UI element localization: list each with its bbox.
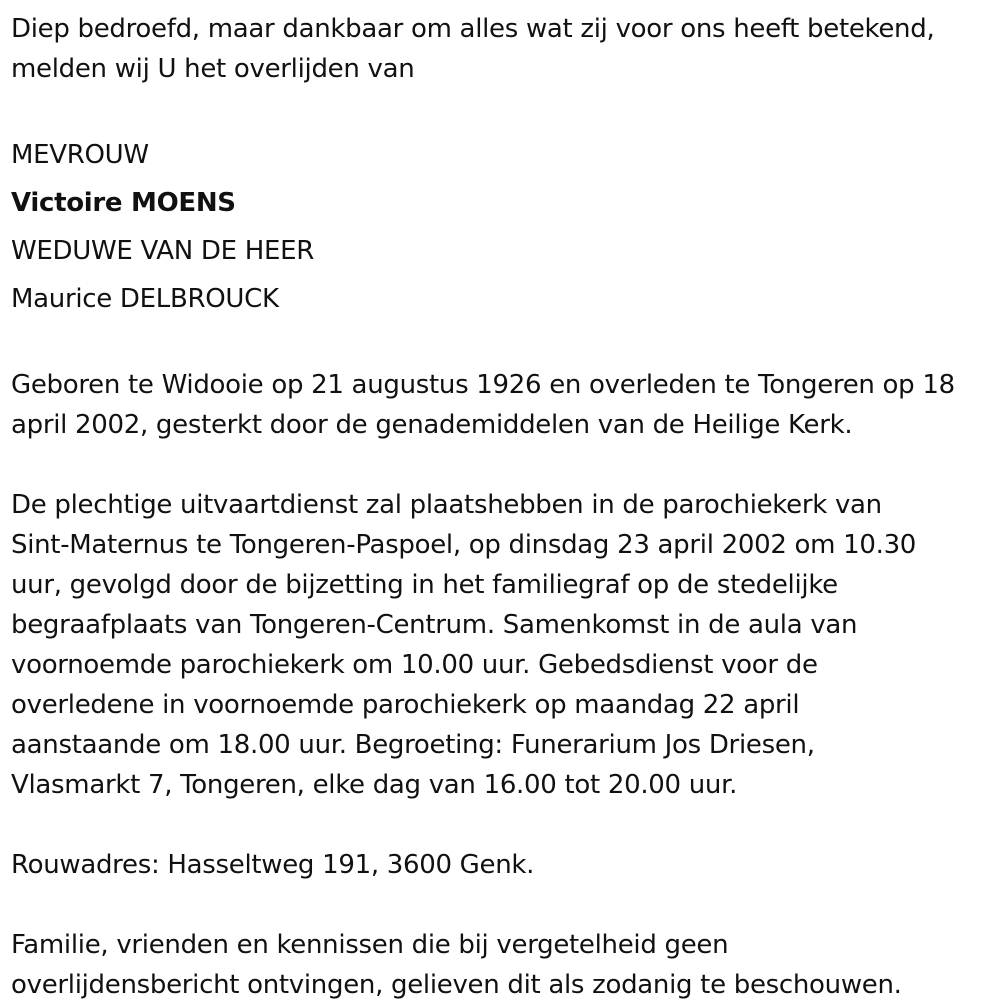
closing-line: overlijdensbericht ontvingen, gelieven dit als zodanig te beschouwen. <box>11 970 902 1000</box>
ceremony-line: Sint-Maternus te Tongeren-Paspoel, op dinsdag 23 april 2002 om 10.30 <box>11 530 917 560</box>
ceremony-line: Vlasmarkt 7, Tongeren, elke dag van 16.00 tot 20.00 uur. <box>11 770 738 800</box>
intro-line: Diep bedroefd, maar dankbaar om alles wat zij voor ons heeft betekend, <box>11 14 935 44</box>
birth-death-line: Geboren te Widooie op 21 augustus 1926 en overleden te Tongeren op 18 <box>11 370 955 400</box>
ceremony-line: overledene in voornoemde parochiekerk op maandag 22 april <box>11 690 800 720</box>
spacer <box>11 445 996 485</box>
address-paragraph <box>11 845 996 885</box>
deceased-name: Victoire MOENS <box>11 188 236 218</box>
deceased-title: MEVROUW <box>11 140 149 170</box>
deceased-spouse: Maurice DELBROUCK <box>11 284 279 314</box>
ceremony-paragraph <box>11 485 996 805</box>
ceremony-line: voornoemde parochiekerk om 10.00 uur. Gebedsdienst voor de <box>11 650 818 680</box>
spacer <box>11 89 996 129</box>
intro-line: melden wij U het overlijden van <box>11 54 415 84</box>
spacer <box>11 805 996 845</box>
intro-paragraph <box>11 9 996 89</box>
ceremony-line: uur, gevolgd door de bijzetting in het familiegraf op de stedelijke <box>11 570 838 600</box>
closing-line: Familie, vrienden en kennissen die bij vergetelheid geen <box>11 930 729 960</box>
obituary-document <box>11 9 996 1005</box>
birth-death-paragraph <box>11 365 996 445</box>
ceremony-line: De plechtige uitvaartdienst zal plaatshebben in de parochiekerk van <box>11 490 882 520</box>
mourning-address: Rouwadres: Hasseltweg 191, 3600 Genk. <box>11 850 535 880</box>
spacer <box>11 885 996 925</box>
deceased-relation: WEDUWE VAN DE HEER <box>11 236 314 266</box>
spacer <box>11 325 996 365</box>
ceremony-line: begraafplaats van Tongeren-Centrum. Samenkomst in de aula van <box>11 610 858 640</box>
ceremony-line: aanstaande om 18.00 uur. Begroeting: Funerarium Jos Driesen, <box>11 730 815 760</box>
deceased-block <box>11 131 996 323</box>
closing-paragraph <box>11 925 996 1005</box>
birth-death-line: april 2002, gesterkt door de genademiddelen van de Heilige Kerk. <box>11 410 853 440</box>
